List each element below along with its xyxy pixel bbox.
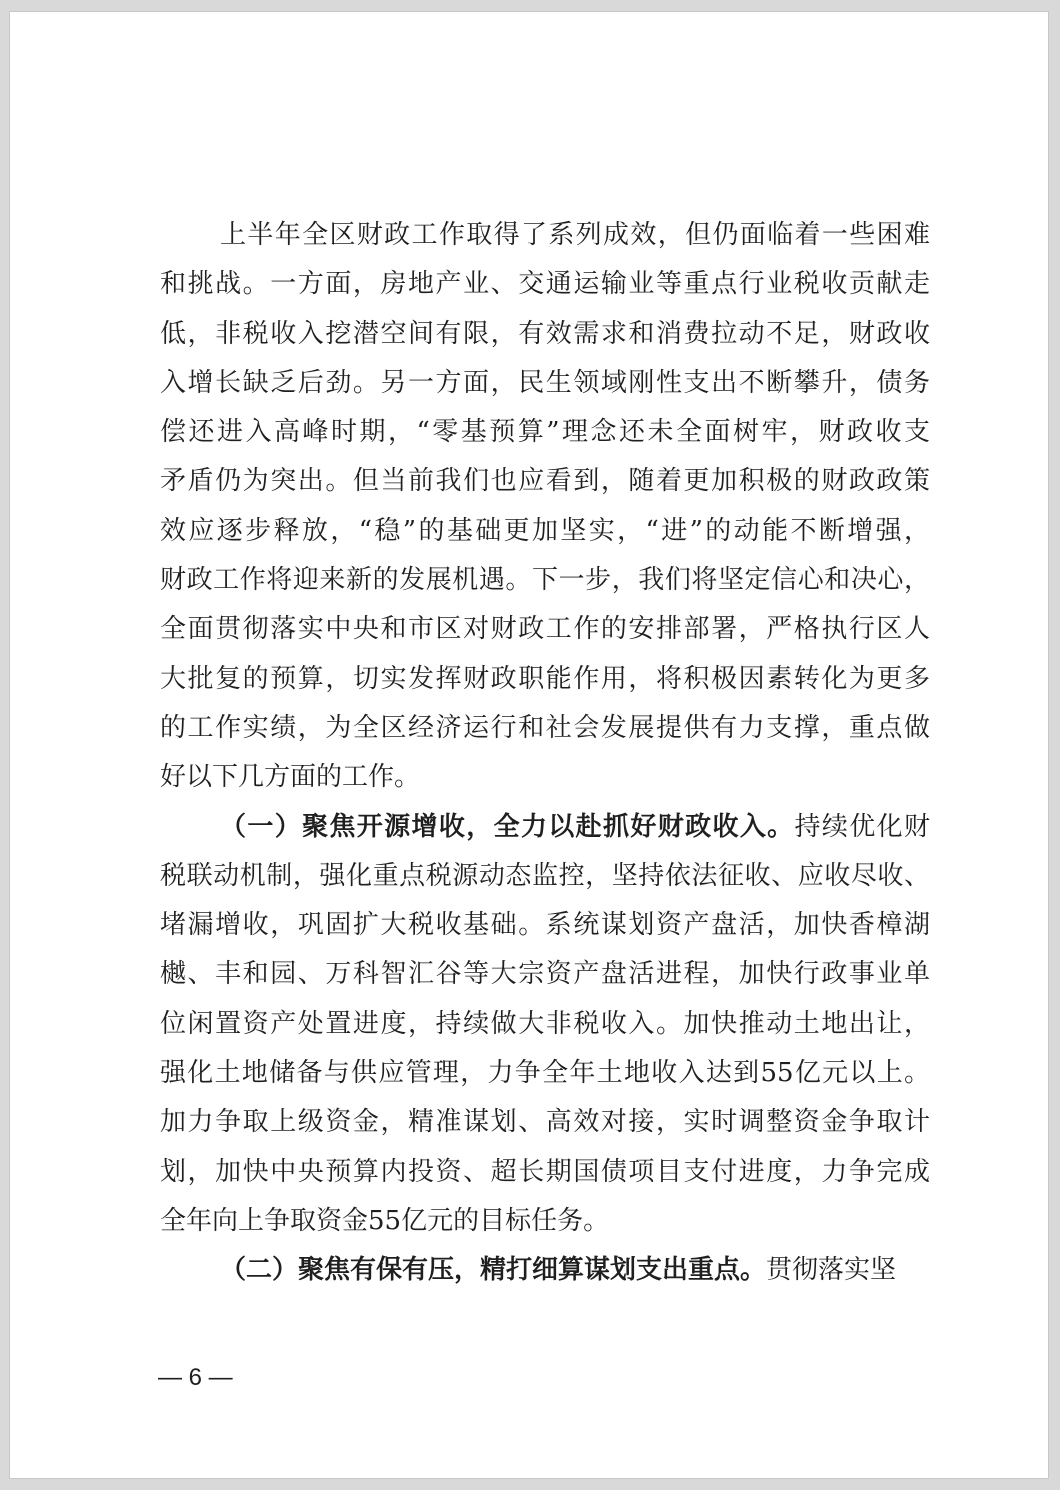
section-1-first-rest: 持续优化财 — [794, 811, 930, 842]
section-2-first-line — [160, 1246, 930, 1295]
paragraph-1-line: 低，非税收入挖潜空间有限，有效需求和消费拉动不足，财政收 — [160, 318, 930, 349]
section-1-heading: （一）聚焦开源增收，全力以赴抓好财政收入。 — [220, 811, 795, 842]
section-1-body — [160, 852, 930, 1246]
section-1-line: 强化土地储备与供应管理，力争全年土地收入达到55亿元以上。 — [160, 1058, 930, 1089]
section-1-line: 樾、丰和园、万科智汇谷等大宗资产盘活进程，加快行政事业单 — [160, 959, 930, 990]
section-1-line: 划，加快中央预算内投资、超长期国债项目支付进度，力争完成 — [160, 1156, 930, 1187]
paragraph-1-line: 和挑战。一方面，房地产业、交通运输业等重点行业税收贡献走 — [160, 269, 930, 300]
section-2-first-rest: 贯彻落实坚 — [766, 1255, 897, 1286]
paragraph-1-line: 偿还进入高峰时期，“零基预算”理念还未全面树牢，财政收支 — [160, 417, 930, 448]
page-number: — 6 — — [158, 1364, 233, 1391]
section-1-line: 税联动机制，强化重点税源动态监控，坚持依法征收、应收尽收、 — [160, 860, 930, 891]
document-page — [10, 12, 1048, 1478]
section-2-heading: （二）聚焦有保有压，精打细算谋划支出重点。 — [220, 1255, 767, 1286]
section-1-line: 加力争取上级资金，精准谋划、高效对接，实时调整资金争取计 — [160, 1107, 930, 1138]
paragraph-1-line: 全面贯彻落实中央和市区对财政工作的安排部署，严格执行区人 — [160, 614, 930, 645]
paragraph-1-line: 财政工作将迎来新的发展机遇。下一步，我们将坚定信心和决心， — [160, 565, 930, 596]
paragraph-1-line: 效应逐步释放，“稳”的基础更加坚实，“进”的动能不断增强， — [160, 515, 930, 546]
section-1-line: 位闲置资产处置进度，持续做大非税收入。加快推动土地出让， — [160, 1008, 930, 1039]
paragraph-1-line: 大批复的预算，切实发挥财政职能作用，将积极因素转化为更多 — [160, 663, 930, 694]
paragraph-1-line: 矛盾仍为突出。但当前我们也应看到，随着更加积极的财政政策 — [160, 466, 930, 497]
section-1-line: 堵漏增收，巩固扩大税收基础。系统谋划资产盘活，加快香樟湖 — [160, 910, 930, 941]
paragraph-1-line: 入增长缺乏后劲。另一方面，民生领域刚性支出不断攀升，债务 — [160, 367, 930, 398]
paragraph-1-line: 的工作实绩，为全区经济运行和社会发展提供有力支撑，重点做 — [160, 712, 930, 743]
section-1-first-line — [160, 803, 930, 852]
paragraph-1 — [160, 211, 930, 803]
section-1-line: 全年向上争取资金55亿元的目标任务。 — [160, 1205, 610, 1236]
paragraph-1-line: 好以下几方面的工作。 — [160, 762, 421, 793]
paragraph-1-line: 上半年全区财政工作取得了系列成效，但仍面临着一些困难 — [220, 220, 930, 250]
body-text — [160, 211, 930, 1296]
